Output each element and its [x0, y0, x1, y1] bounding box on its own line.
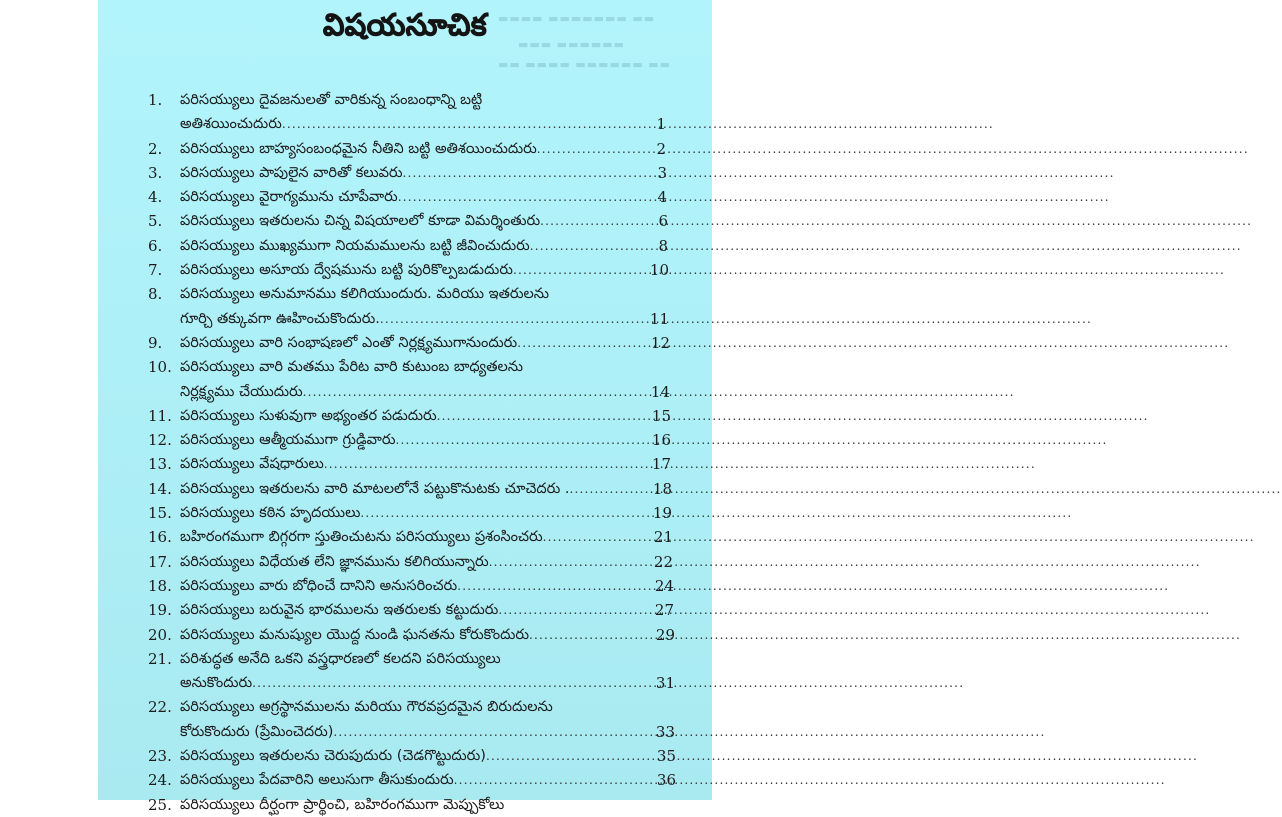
entry-title-text: పరిసయ్యులు ముఖ్యముగా నియమములను బట్టి జీవించుదురు: [180, 237, 530, 254]
entry-title-text: పరిసయ్యులు మనుష్యుల యొద్ద నుండి ఘనతను కోరుకొందురు: [180, 626, 530, 643]
entry-title-line: [148, 671, 606, 695]
entry-title-line: [148, 112, 606, 136]
entry-title-line: [148, 744, 606, 768]
entry-title-text: పరిసయ్యులు బాహ్యసంబంధమైన నీతిని బట్టి అతిశయించుదురు: [180, 140, 537, 157]
entry-title-text: పరిసయ్యులు వైరాగ్యమును చూపేవారు: [180, 189, 398, 206]
entry-number: 8.: [148, 285, 163, 304]
entry-title-line: [148, 161, 606, 185]
entry-number: 1.: [148, 91, 163, 109]
dot-leader: [360, 501, 1072, 525]
entry-title-text: పరిసయ్యులు వారు బోధించే దానిని అనుసరించరు: [180, 577, 458, 594]
entry-title-text: అనుకొందురు: [180, 675, 253, 692]
entry-title-line: [148, 380, 606, 404]
page-number: 17: [651, 455, 671, 474]
entry-title-text: నిర్లక్ష్యము చేయుదురు: [180, 383, 303, 400]
toc-entry: [148, 477, 718, 501]
entry-title-text: పరిసయ్యులు విధేయత లేని జ్ఞానమును కలిగియున్నారు: [180, 553, 489, 570]
page-number: 36: [656, 771, 676, 790]
toc-entry: [148, 428, 718, 452]
entry-number: 25.: [148, 795, 172, 814]
page-number: 24: [654, 576, 674, 595]
entry-title-line: [148, 720, 606, 744]
entry-title-text: గూర్చి తక్కువగా ఊహించుకొందురు.: [180, 310, 380, 327]
page-number: 3: [657, 163, 667, 182]
page-number: 10: [649, 261, 669, 280]
entry-title-line: [148, 234, 606, 258]
dot-leader: [498, 598, 1210, 622]
page-number: 6: [658, 212, 668, 231]
page-number: 27: [654, 601, 674, 620]
entry-title-line: పరిసయ్యులు దీర్ఘంగా ప్రార్థించి, బహిరంగముగా మెప్పుకోలు: [180, 796, 505, 813]
book-page: [98, 0, 712, 814]
entry-title-line: [148, 574, 606, 598]
entry-title-text: పరిసయ్యులు అసూయ ద్వేషమును బట్టి పురికొల్పబడుదురు: [180, 262, 513, 279]
toc-entry: [148, 258, 718, 282]
entry-title-line: [148, 525, 606, 549]
page-number: 2: [656, 139, 666, 158]
entry-title-line: పరిసయ్యులు వారి మతము పేరిట వారి కుటుంబ బాధ్యతలను: [180, 359, 523, 376]
show-through-text: ▬▬▬▬ ▬▬▬▬▬▬▬ ▬▬: [498, 12, 656, 25]
dot-leader: [517, 331, 1229, 355]
toc-entry: [148, 282, 718, 331]
toc-entry: [148, 793, 718, 817]
entry-number: 20.: [148, 625, 172, 644]
page-title: విషయసూచిక: [322, 8, 488, 43]
toc-entry: [148, 598, 718, 622]
entry-title-text: పరిసయ్యులు ఇతరులను వారి మాటలలోనే పట్టుకొనుటకు చూచెదరు .: [180, 480, 570, 497]
page-number: 12: [650, 333, 670, 352]
toc-entry: [148, 452, 718, 476]
entry-title-line: [148, 768, 606, 792]
entry-title-text: పరిసయ్యులు పాపులైన వారితో కలువరు: [180, 164, 403, 181]
page-number: 4: [657, 188, 667, 207]
page-number: 19: [652, 504, 672, 523]
page-number: 15: [651, 406, 671, 425]
toc-entry: [148, 695, 718, 744]
entry-number: 2.: [148, 139, 163, 158]
page-number: 22: [653, 552, 673, 571]
entry-title-line: [148, 209, 606, 233]
toc-entry: [148, 331, 718, 355]
page-number: 35: [656, 747, 676, 766]
dot-leader: [569, 477, 1281, 501]
entry-title-text: పరిసయ్యులు సుళువుగా అభ్యంతర పడుదురు: [180, 407, 437, 424]
entry-title-line: [148, 185, 606, 209]
toc-entry: [148, 501, 718, 525]
entry-number: 23.: [148, 747, 172, 766]
dot-leader: [324, 452, 1036, 476]
page-number: 18: [652, 479, 672, 498]
dot-leader: [380, 307, 1092, 331]
dot-leader: [333, 720, 1045, 744]
entry-number: 17.: [148, 552, 172, 571]
entry-number: 13.: [148, 455, 172, 474]
toc-entry: [148, 137, 718, 161]
toc-entry: [148, 768, 718, 792]
dot-leader: [437, 404, 1149, 428]
page-number: 33: [655, 722, 675, 741]
show-through-text: ▬▬▬ ▬▬▬▬▬▬: [518, 38, 626, 51]
toc-entry: [148, 574, 718, 598]
page-number: 16: [651, 431, 671, 450]
toc-entry: [148, 185, 718, 209]
entry-title-text: పరిసయ్యులు వారి సంభాషణలో ఎంతో నిర్లక్ష్యముగానుందురు: [180, 334, 518, 351]
entry-title-line: [148, 452, 606, 476]
entry-title-text: పరిసయ్యులు ఇతరులను చిన్న విషయాలలో కూడా విమర్శింతురు: [180, 213, 541, 230]
toc-entry: [148, 744, 718, 768]
toc-entry: [148, 161, 718, 185]
entry-number: 7.: [148, 261, 163, 280]
entry-number: 24.: [148, 771, 172, 790]
entry-title-line: పరిసయ్యులు అనుమానము కలిగియుందురు. మరియు ఇతరులను: [180, 286, 549, 303]
toc-entry: [148, 623, 718, 647]
entry-title-text: పరిసయ్యులు ఆత్మీయముగా గ్రుడ్డివారు: [180, 432, 396, 449]
show-through-text: ▬▬ ▬▬▬▬ ▬▬▬▬▬▬ ▬▬: [498, 58, 671, 71]
toc-entry: [148, 355, 718, 404]
entry-title-line: పరిసయ్యులు దైవజనులతో వారికున్న సంబంధాన్ని బట్టి: [180, 92, 483, 108]
toc-entry: [148, 647, 718, 696]
entry-number: 21.: [148, 649, 172, 668]
dot-leader: [486, 744, 1198, 768]
page-number: 11: [649, 309, 669, 328]
entry-title-text: పరిసయ్యులు ఇతరులను చెరుపుదురు (చెడగొట్టుదురు): [180, 748, 486, 765]
entry-number: 11.: [148, 406, 172, 425]
dot-leader: [489, 550, 1201, 574]
page-number: 1: [656, 115, 666, 134]
page-number: 29: [655, 625, 675, 644]
entry-number: 3.: [148, 163, 163, 182]
dot-leader: [252, 671, 964, 695]
toc-entry: [148, 550, 718, 574]
dot-leader: [457, 574, 1169, 598]
entry-title-text: కోరుకొందురు (ప్రేమించెదరు): [180, 723, 334, 740]
entry-number: 5.: [148, 212, 163, 231]
page-number: 8: [658, 236, 668, 255]
dot-leader: [396, 428, 1108, 452]
entry-title-line: [148, 501, 606, 525]
entry-title-text: అతిశయించుదురు: [180, 116, 282, 133]
entry-title-line: [148, 331, 606, 355]
entry-number: 15.: [148, 504, 172, 523]
entry-title-text: పరిసయ్యులు కఠిన హృదయులు: [180, 505, 361, 522]
toc-entry: [148, 404, 718, 428]
entry-number: 16.: [148, 528, 172, 547]
entry-title-line: [148, 623, 606, 647]
toc-entry: [148, 234, 718, 258]
entry-title-text: బహిరంగముగా బిగ్గరగా స్తుతించుటను పరిసయ్యులు ప్రశంసించరు: [180, 529, 543, 546]
entry-number: 9.: [148, 333, 163, 352]
entry-number: 10.: [148, 358, 172, 377]
page-number: 21: [653, 528, 673, 547]
entry-title-text: పరిసయ్యులు వేషధారులు: [180, 456, 324, 473]
entry-title-line: [148, 258, 606, 282]
dot-leader: [398, 185, 1110, 209]
dot-leader: [403, 161, 1115, 185]
entry-title-line: పరిశుద్ధత అనేది ఒకని వస్త్రధారణలో కలదని పరిసయ్యులు: [180, 650, 501, 667]
entry-number: 4.: [148, 188, 163, 207]
dot-leader: [513, 258, 1225, 282]
entry-title-line: [148, 477, 606, 501]
entry-number: 18.: [148, 576, 172, 595]
toc-entry: [148, 209, 718, 233]
entry-title-text: పరిసయ్యులు బరువైన భారములను ఇతరులకు కట్టుదురు: [180, 602, 499, 619]
entry-number: 22.: [148, 698, 172, 717]
dot-leader: [454, 768, 1166, 792]
toc-entry: [148, 525, 718, 549]
entry-title-line: పరిసయ్యులు అగ్రస్థానములను మరియు గౌరవప్రదమైన బిరుదులను: [180, 699, 553, 716]
toc-entry: [148, 88, 718, 137]
entry-title-line: [148, 404, 606, 428]
entry-title-text: పరిసయ్యులు పేదవారిని అలుసుగా తీసుకుందురు: [180, 772, 454, 789]
page-number: 31: [655, 674, 675, 693]
entry-title-line: [148, 137, 606, 161]
entry-number: 6.: [148, 236, 163, 255]
page-number: 14: [650, 382, 670, 401]
entry-number: 12.: [148, 431, 172, 450]
entry-title-line: [148, 428, 606, 452]
entry-number: 19.: [148, 601, 172, 620]
entry-number: 14.: [148, 479, 172, 498]
entry-title-line: [148, 598, 606, 622]
entry-title-line: [148, 307, 606, 331]
entry-title-line: [148, 550, 606, 574]
table-of-contents: [148, 88, 718, 817]
